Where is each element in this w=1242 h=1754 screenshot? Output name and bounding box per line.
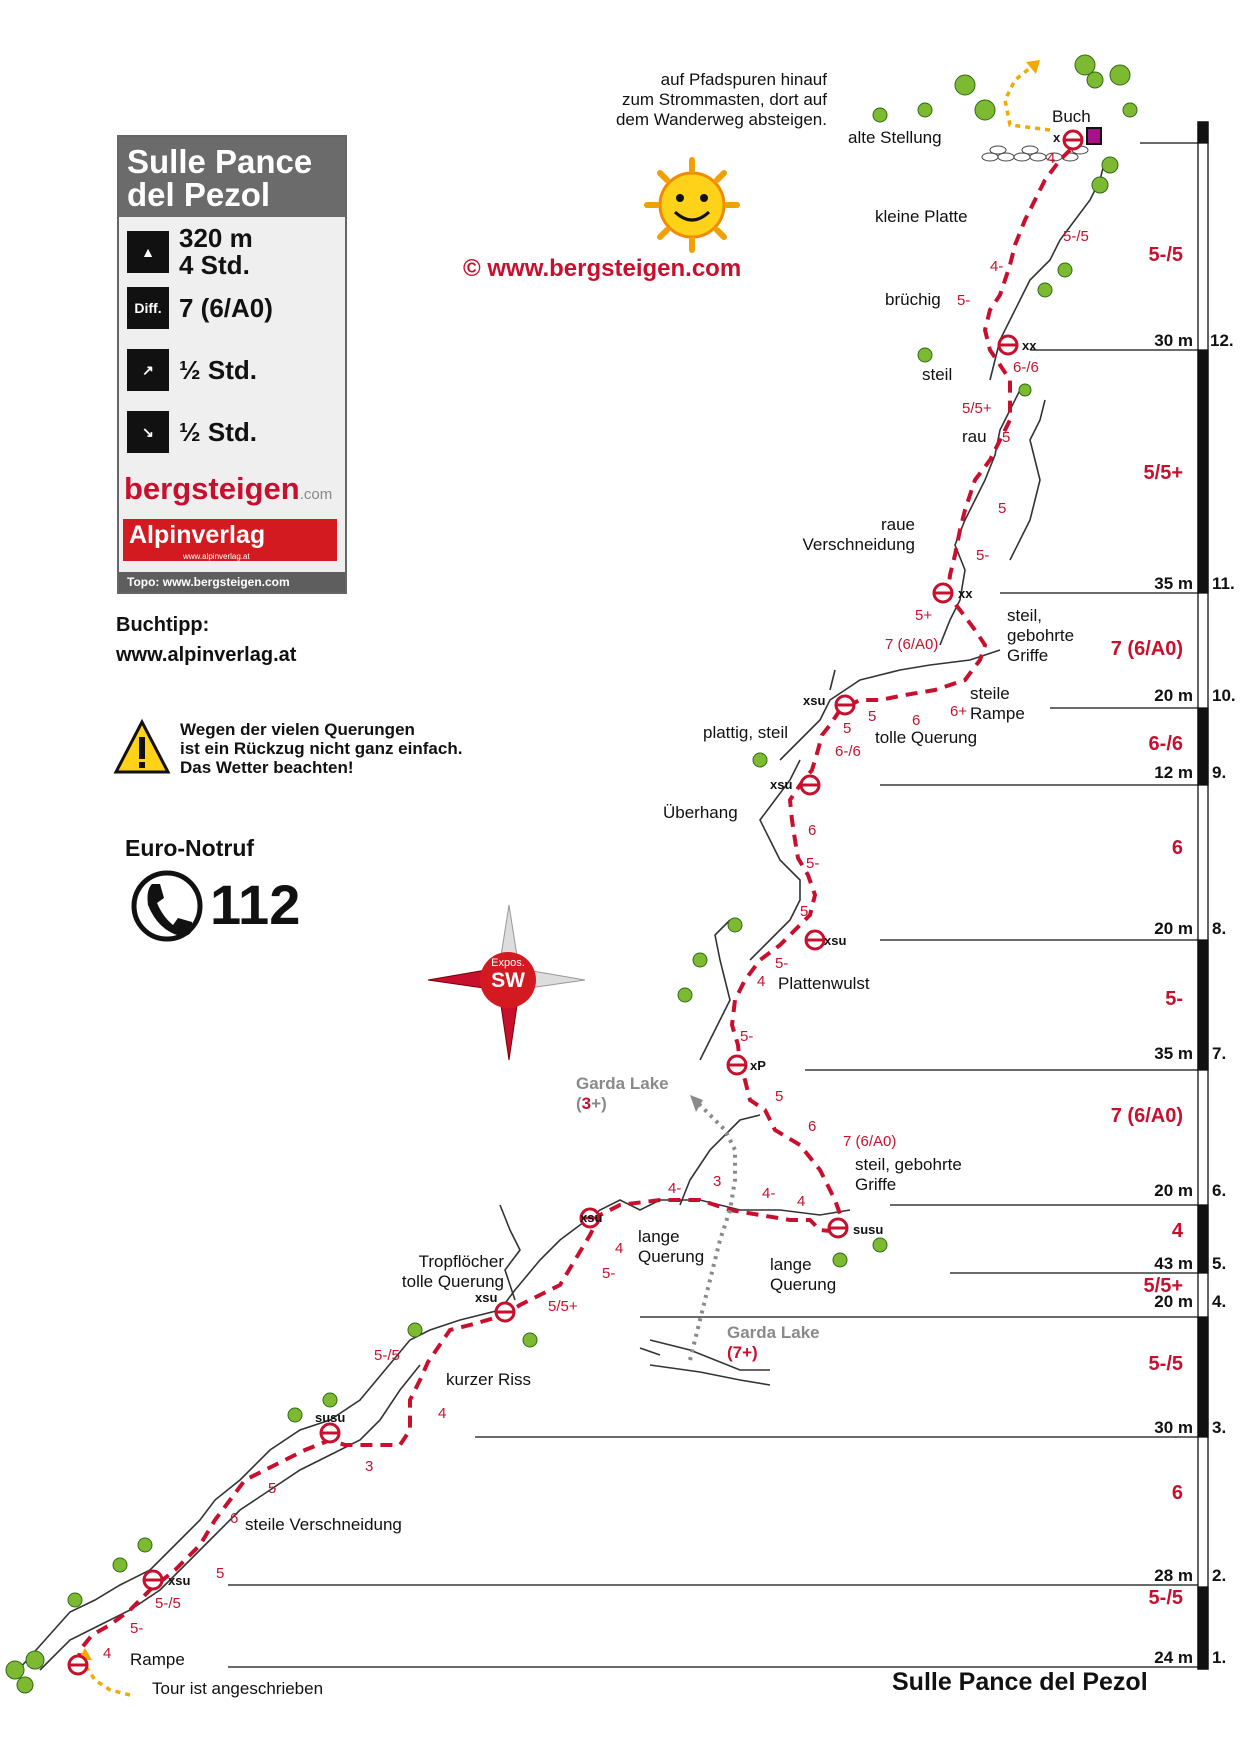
pitch-number: 11. xyxy=(1212,574,1235,593)
belay-station xyxy=(806,931,824,949)
route-grade: 6-/6 xyxy=(1013,359,1039,376)
belay-station xyxy=(496,1303,514,1321)
pitch-length: 35 m xyxy=(1154,574,1193,593)
pitch-number: 10. xyxy=(1212,686,1236,705)
route-grade: 5+ xyxy=(915,607,933,624)
route-length: 320 m xyxy=(179,223,253,253)
pitch-grade: 5-/5 xyxy=(1148,1353,1183,1375)
route-grade: 6+ xyxy=(950,703,968,720)
label-kurzer-riss: kurzer Riss xyxy=(446,1370,532,1389)
descent-row xyxy=(127,411,257,453)
route-difficulty: 7 (6/A0) xyxy=(179,292,273,323)
hiker-down-icon: ↘ xyxy=(127,411,169,453)
route-grade: 6 xyxy=(912,712,921,729)
length-row xyxy=(127,225,253,279)
label-kleine-platte: kleine Platte xyxy=(875,207,968,226)
route-grade: 5 xyxy=(868,708,877,725)
topo-title: Sulle Pance del Pezol xyxy=(892,1668,1148,1696)
pitch-grade: 5- xyxy=(1165,988,1183,1010)
route-grade: 5- xyxy=(976,547,990,564)
descent-arrow-head xyxy=(1026,60,1040,74)
label-steile-rampe: steile Rampe xyxy=(970,684,1025,723)
pitch-grade: 4 xyxy=(1171,1220,1183,1242)
route-time: 4 Std. xyxy=(179,250,250,280)
route-grade: 4- xyxy=(668,1180,682,1197)
pitch-length: 20 m xyxy=(1154,686,1193,705)
route-grade: 5 xyxy=(998,500,1007,517)
label-rau: rau xyxy=(962,427,987,446)
pitch-scale-bar xyxy=(1198,122,1208,1669)
belay-station xyxy=(69,1656,87,1674)
route-grade: 5- xyxy=(775,955,789,972)
label-bruechig: brüchig xyxy=(885,290,941,309)
emergency-number: 112 xyxy=(210,873,301,936)
route-grade: 5- xyxy=(602,1265,616,1282)
label-rampe: Rampe xyxy=(130,1650,185,1669)
pitch-length: 20 m xyxy=(1154,1181,1193,1200)
route-grade: 4- xyxy=(762,1185,776,1202)
belay-station xyxy=(728,1056,746,1074)
anchor-label: xsu xyxy=(580,1210,603,1225)
route-grade: 4- xyxy=(990,258,1004,275)
anchor-label: xsu xyxy=(803,693,826,708)
anchor-label: xx xyxy=(958,586,973,601)
pitch-number: 8. xyxy=(1212,919,1227,938)
label-steil: steil xyxy=(922,365,953,384)
belay-station xyxy=(829,1219,847,1237)
bergsteigen-logo: bergsteigen.com xyxy=(124,471,333,506)
route-grade: 5- xyxy=(130,1620,144,1637)
belay-station xyxy=(144,1571,162,1589)
route-grade: 5- xyxy=(740,1028,754,1045)
route-grade: 4 xyxy=(615,1240,624,1257)
exposition-badge: Expos. SW xyxy=(491,957,525,992)
pitch-grade: 5-/5 xyxy=(1148,1587,1183,1609)
pitch-grade: 6 xyxy=(1171,837,1183,859)
pitch-number: 3. xyxy=(1212,1418,1227,1437)
route-grade: 5- xyxy=(806,855,820,872)
sun-icon xyxy=(647,160,737,250)
pitch-grade: 5/5+ xyxy=(1143,462,1183,484)
route-grade: 6 xyxy=(230,1510,239,1527)
book-tip: Buchtipp: www.alpinverlag.at xyxy=(116,614,297,666)
anchor-label: xsu xyxy=(168,1573,191,1588)
route-grade: 5 xyxy=(268,1480,277,1497)
climber-icon: ▲ xyxy=(127,231,169,273)
route-grade: 4 xyxy=(1047,150,1056,167)
descent-note: auf Pfadspuren hinauf zum Strommasten, dort auf dem Wanderweg absteigen. xyxy=(615,70,827,129)
pitch-number: 2. xyxy=(1212,1566,1227,1585)
belay-station xyxy=(934,584,952,602)
pitch-length: 30 m xyxy=(1154,331,1193,350)
belay-station xyxy=(999,336,1017,354)
route-grade: 5-/5 xyxy=(1063,228,1089,245)
anchor-label: x xyxy=(1053,130,1061,145)
approach-row xyxy=(127,349,257,391)
anchor-label: xsu xyxy=(824,933,847,948)
route-grade: 5/5+ xyxy=(548,1298,578,1315)
pitch-length: 28 m xyxy=(1154,1566,1193,1585)
pitch-grade: 7 (6/A0) xyxy=(1110,1105,1183,1127)
pitch-length: 20 m xyxy=(1154,919,1193,938)
label-alte-stellung: alte Stellung xyxy=(848,128,942,147)
pitch-length: 43 m xyxy=(1154,1254,1193,1273)
label-steil-gebohrte-griffe: steil, gebohrte Griffe xyxy=(1007,606,1075,665)
label-tropfloecher: Tropflöcher tolle Querung xyxy=(401,1252,504,1291)
anchor-label: xP xyxy=(750,1058,766,1073)
pitch-number: 4. xyxy=(1212,1292,1227,1311)
label-garda-lake-1: Garda Lake (3+) xyxy=(576,1074,669,1113)
pitch-number: 6. xyxy=(1212,1181,1227,1200)
route-grade: 3 xyxy=(365,1458,374,1475)
phone-icon xyxy=(134,873,200,939)
anchor-label: xsu xyxy=(770,777,793,792)
descent-arrow-line xyxy=(1005,68,1050,130)
route-grade: 5- xyxy=(957,292,971,309)
route-grade: 4 xyxy=(103,1645,112,1662)
label-plattig-steil: plattig, steil xyxy=(703,723,789,742)
pitch-length: 24 m xyxy=(1154,1648,1193,1667)
pitch-number: 9. xyxy=(1212,763,1227,782)
hiker-up-icon: ↗ xyxy=(127,349,169,391)
difficulty-row xyxy=(127,287,273,329)
label-garda-lake-2: Garda Lake (7+) xyxy=(727,1323,820,1362)
summit-book-icon xyxy=(1087,128,1101,144)
route-grade: 7 (6/A0) xyxy=(843,1133,897,1150)
route-grade: 4 xyxy=(438,1405,447,1422)
approach-arrow-line xyxy=(85,1665,130,1695)
anchor-label: susu xyxy=(315,1410,346,1425)
route-grade: 4 xyxy=(797,1193,806,1210)
pitch-grade: 7 (6/A0) xyxy=(1110,638,1183,660)
pitch-grade: 5/5+ xyxy=(1143,1275,1183,1297)
label-lange-querung-1: lange Querung xyxy=(638,1227,705,1266)
route-grade: 6-/6 xyxy=(835,743,861,760)
belay-station xyxy=(836,696,854,714)
pitch-number: 1. xyxy=(1212,1648,1227,1667)
anchor-label: xsu xyxy=(475,1290,498,1305)
route-title-line2: del Pezol xyxy=(127,176,271,213)
label-steil-gebohrte-griffe-2: steil, gebohrte Griffe xyxy=(855,1155,962,1194)
pitch-number: 5. xyxy=(1212,1254,1227,1273)
warning-text: Wegen der vielen Querungen ist ein Rückzug nicht ganz einfach. Das Wetter beachten! xyxy=(180,720,463,777)
label-raue-verschneidung: raue Verschneidung xyxy=(802,515,915,554)
label-lange-querung-2: lange Querung xyxy=(770,1255,837,1294)
route-grade: 6 xyxy=(808,1118,817,1135)
route-grade: 5 xyxy=(775,1088,784,1105)
pitch-length: 35 m xyxy=(1154,1044,1193,1063)
route-info-box xyxy=(117,135,347,594)
label-steile-verschneidung: steile Verschneidung xyxy=(245,1515,402,1534)
route-grade: 3 xyxy=(713,1173,722,1190)
pitch-grade: 5-/5 xyxy=(1148,244,1183,266)
alpinverlag-logo: Alpinverlag www.alpinverlag.at xyxy=(123,519,337,561)
anchor-label: xx xyxy=(1022,338,1037,353)
emergency-label: Euro-Notruf xyxy=(125,835,255,861)
pitch-number: 12. xyxy=(1210,331,1234,350)
route-grade: 5 xyxy=(216,1565,225,1582)
route-grade: 6 xyxy=(808,822,817,839)
topo-credit: Topo: www.bergsteigen.com xyxy=(119,572,345,592)
start-note: Tour ist angeschrieben xyxy=(152,1679,324,1698)
route-grade: 5-/5 xyxy=(374,1347,400,1364)
label-buch: Buch xyxy=(1052,107,1091,126)
pitch-divider-lines xyxy=(228,143,1200,1667)
descent-time: ½ Std. xyxy=(179,416,258,447)
pitch-grade: 6 xyxy=(1171,1482,1183,1504)
belay-station xyxy=(1064,131,1082,149)
route-title-line1: Sulle Pance xyxy=(127,143,313,180)
label-tolle-querung: tolle Querung xyxy=(875,728,978,747)
pitch-length: 12 m xyxy=(1154,763,1193,782)
pitch-grade: 6-/6 xyxy=(1148,733,1183,755)
route-grade: 4 xyxy=(757,973,766,990)
approach-time: ½ Std. xyxy=(179,354,258,385)
route-grade: 5 xyxy=(800,903,809,920)
route-grade: 7 (6/A0) xyxy=(885,636,939,653)
route-grade: 5 xyxy=(843,720,852,737)
warning-icon xyxy=(116,722,168,772)
copyright: © www.bergsteigen.com xyxy=(463,255,742,282)
difficulty-icon: Diff. xyxy=(127,287,169,329)
label-ueberhang: Überhang xyxy=(663,803,738,822)
route-grade: 5-/5 xyxy=(155,1595,181,1612)
route-grade: 5 xyxy=(1002,429,1011,446)
anchor-label: susu xyxy=(853,1222,884,1237)
pitch-length: 20 m xyxy=(1154,1292,1193,1311)
pitch-number: 7. xyxy=(1212,1044,1227,1063)
route-title-box xyxy=(119,137,345,217)
route-grade: 5/5+ xyxy=(962,400,992,417)
label-plattenwulst: Plattenwulst xyxy=(778,974,870,993)
pitch-length: 30 m xyxy=(1154,1418,1193,1437)
belay-station xyxy=(321,1424,339,1442)
belay-station xyxy=(801,776,819,794)
